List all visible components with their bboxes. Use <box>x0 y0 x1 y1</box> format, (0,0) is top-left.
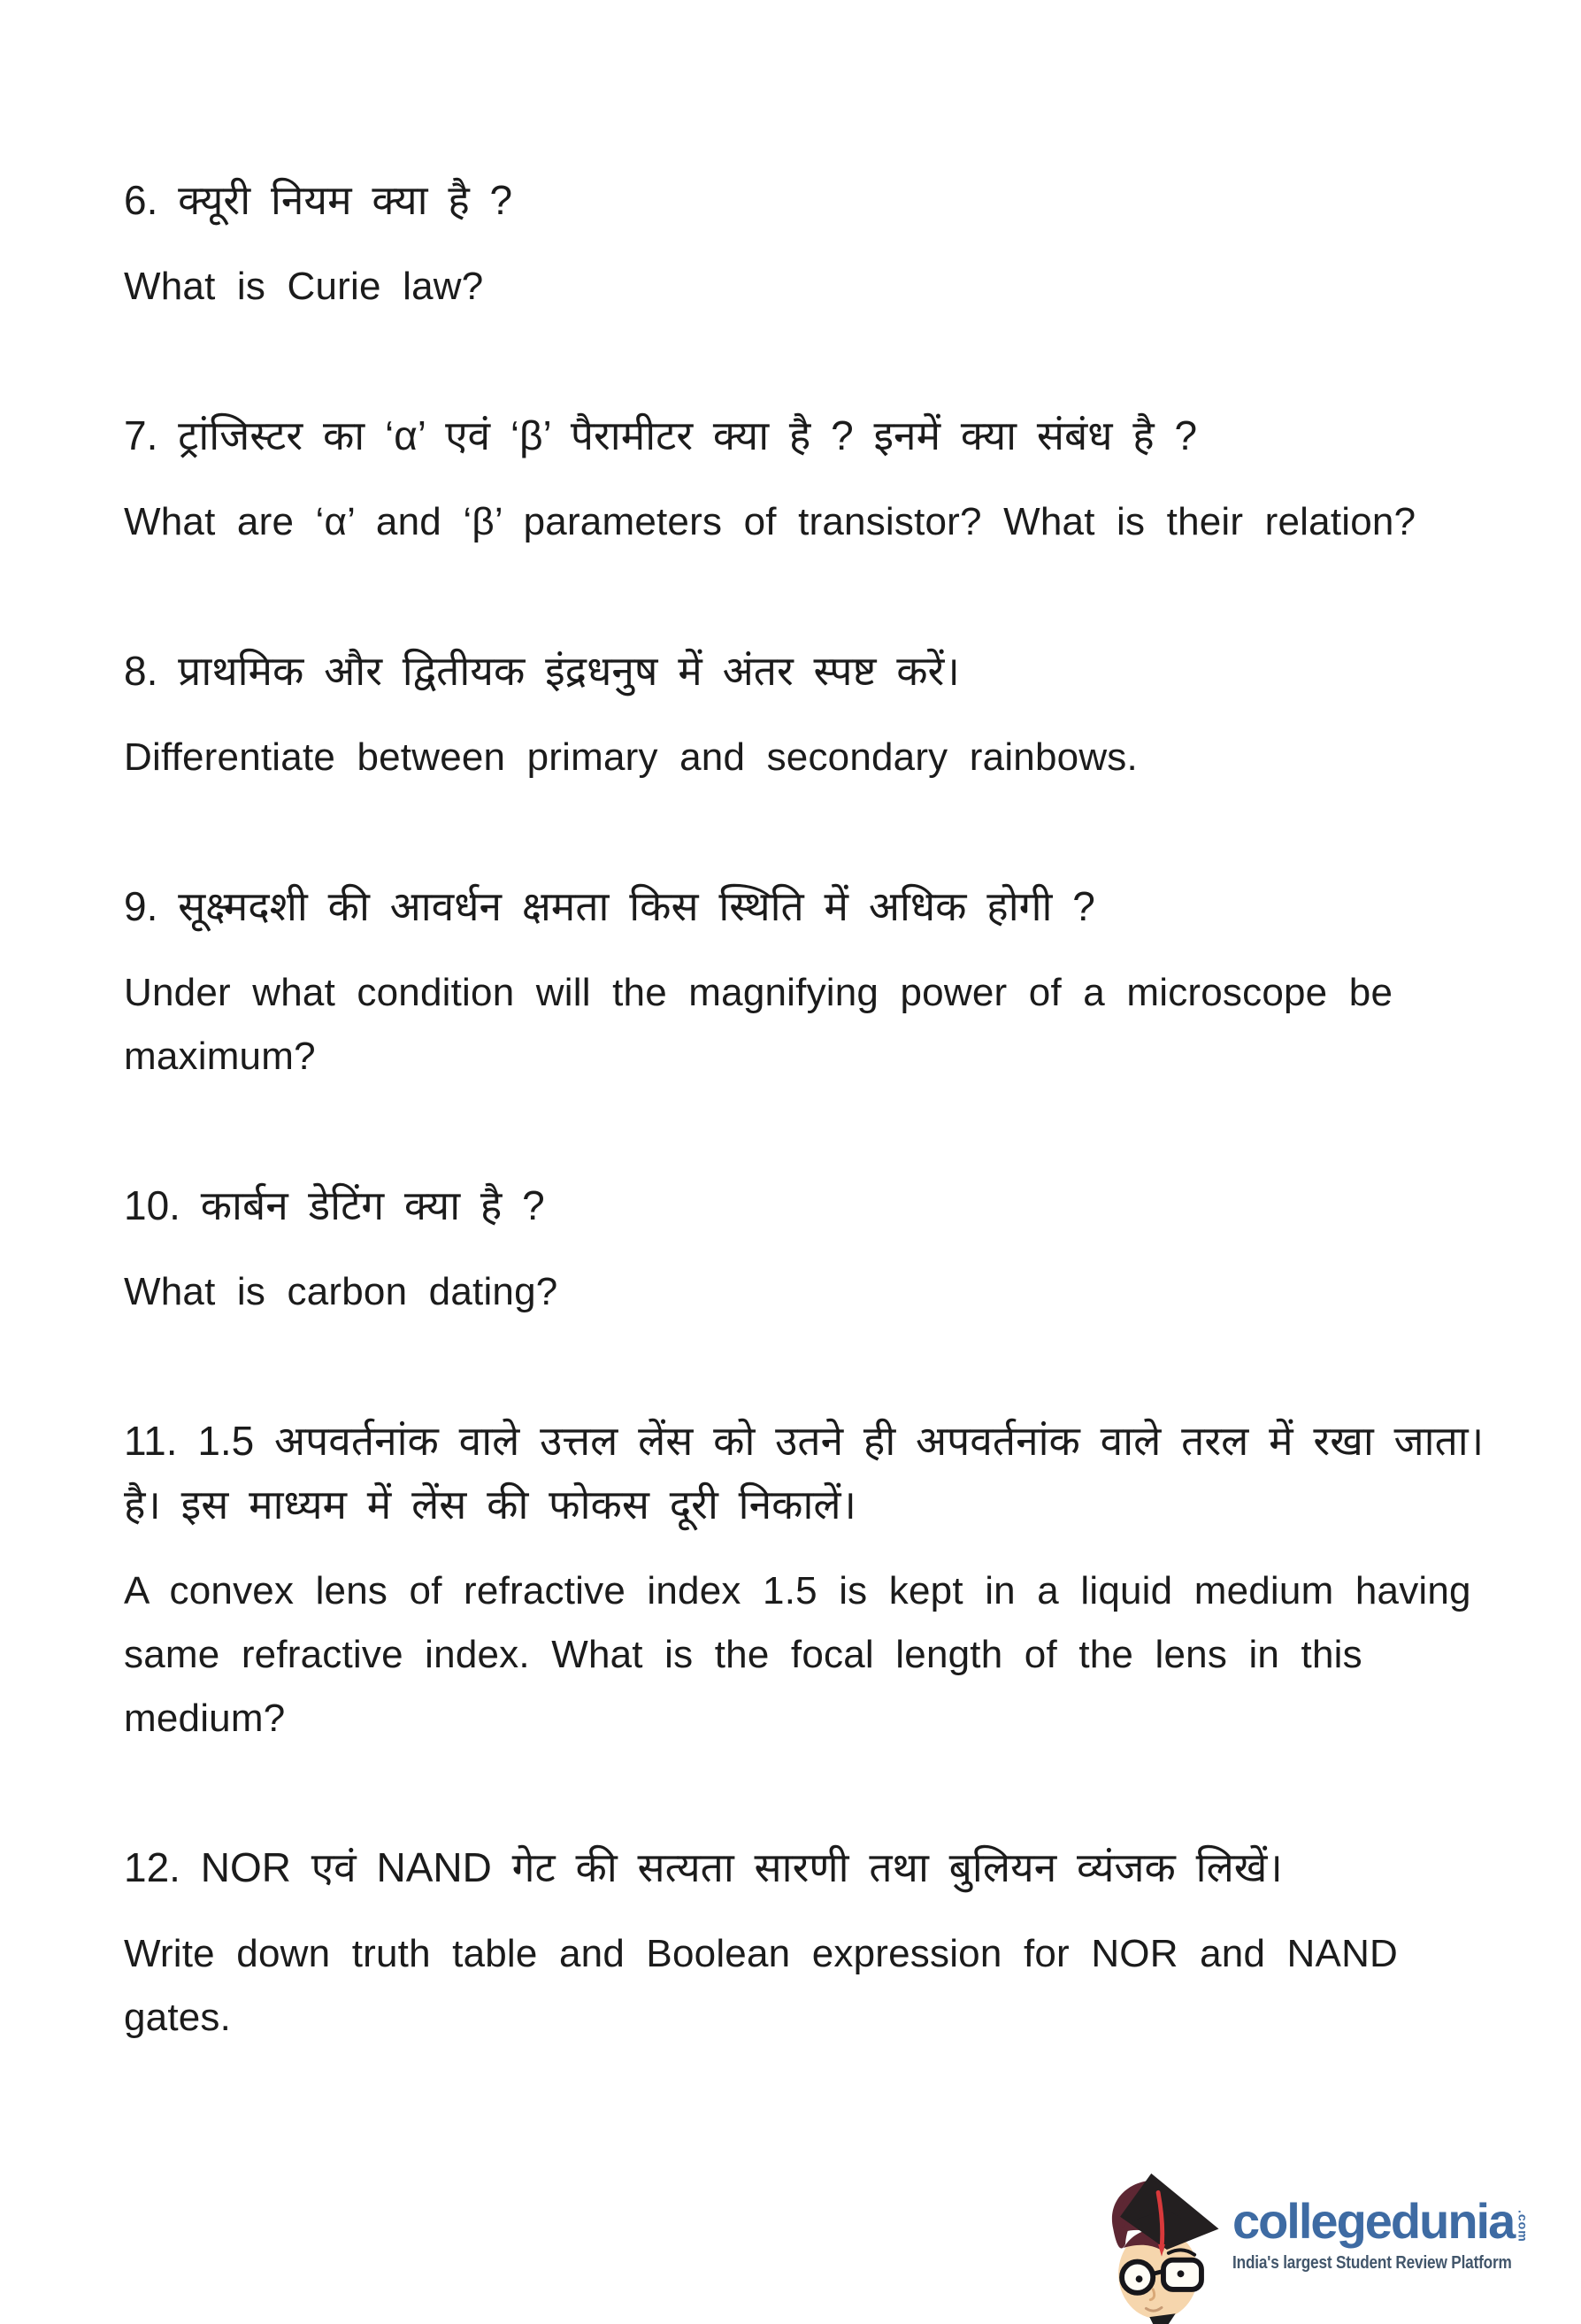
brand-tagline: India's largest Student Review Platform <box>1232 2252 1512 2273</box>
question-q7 <box>124 404 1457 554</box>
question-hindi-text <box>124 168 1457 232</box>
question-english-text-line: medium? <box>124 1697 286 1740</box>
question-english-text <box>124 726 1457 789</box>
question-english-text <box>124 1559 1471 1751</box>
question-q11 <box>124 1409 1485 1751</box>
question-english-text <box>124 1922 1457 2050</box>
question-hindi-text-line: 6. क्यूरी नियम क्या है ? <box>124 177 513 223</box>
question-english-text <box>124 255 1457 319</box>
question-hindi-text <box>124 1174 1457 1237</box>
question-q6 <box>124 168 1457 319</box>
brand-name: collegedunia <box>1232 2192 1515 2249</box>
question-english-text <box>124 490 1457 554</box>
brand-suffix: .com <box>1516 2209 1531 2243</box>
question-hindi-text-line: 10. कार्बन डेटिंग क्या है ? <box>124 1182 545 1228</box>
question-hindi-text-line: 8. प्राथमिक और द्वितीयक इंद्रधनुष में अंतर स्पष्ट करें। <box>124 648 960 694</box>
question-english-text <box>124 1260 1457 1324</box>
question-english-text-line: What is Curie law? <box>124 265 484 308</box>
question-hindi-text <box>124 1409 1485 1536</box>
question-q12 <box>124 1835 1457 2050</box>
question-english-text-line: A convex lens of refractive index 1.5 is kept in a liquid medium having <box>124 1569 1471 1612</box>
question-english-text-line: Differentiate between primary and secondary rainbows. <box>124 735 1138 779</box>
question-hindi-text-line: 7. ट्रांजिस्टर का ‘α’ एवं ‘β’ पैरामीटर क्या है ? इनमें क्या संबंध है ? <box>124 412 1198 458</box>
question-hindi-text-line: 11. 1.5 अपवर्तनांक वाले उत्तल लेंस को उतने ही अपवर्तनांक वाले तरल में रखा जाता। <box>124 1418 1485 1464</box>
logo-text-block <box>1232 2192 1557 2297</box>
question-english-text-line: maximum? <box>124 1035 316 1078</box>
question-english-text-line: What is carbon dating? <box>124 1270 558 1313</box>
question-english-text-line: Write down truth table and Boolean expression for NOR and NAND <box>124 1932 1399 1975</box>
question-english-text-line: Under what condition will the magnifying power of a microscope be <box>124 971 1393 1014</box>
question-english-text-line: gates. <box>124 1996 232 2039</box>
question-english-text-line: same refractive index. What is the focal length of the lens in this <box>124 1633 1362 1676</box>
question-q10 <box>124 1174 1457 1324</box>
question-hindi-text <box>124 1835 1457 1899</box>
question-hindi-text <box>124 404 1457 467</box>
collegedunia-logo <box>1096 2168 1557 2324</box>
question-hindi-text-line: 12. NOR एवं NAND गेट की सत्यता सारणी तथा बुलियन व्यंजक लिखें। <box>124 1844 1283 1890</box>
graduate-boy-mascot-icon <box>1096 2168 1227 2324</box>
question-english-text <box>124 961 1457 1089</box>
question-hindi-text <box>124 874 1457 938</box>
question-q8 <box>124 639 1457 789</box>
question-english-text-line: What are ‘α’ and ‘β’ parameters of transistor? What is their relation? <box>124 500 1416 543</box>
question-hindi-text <box>124 639 1457 703</box>
question-q9 <box>124 874 1457 1089</box>
question-hindi-text-line: 9. सूक्ष्मदशी की आवर्धन क्षमता किस स्थिति में अधिक होगी ? <box>124 883 1095 929</box>
question-hindi-text-line: है। इस माध्यम में लेंस की फोकस दूरी निकालें। <box>124 1481 856 1528</box>
questions <box>124 168 1485 2135</box>
